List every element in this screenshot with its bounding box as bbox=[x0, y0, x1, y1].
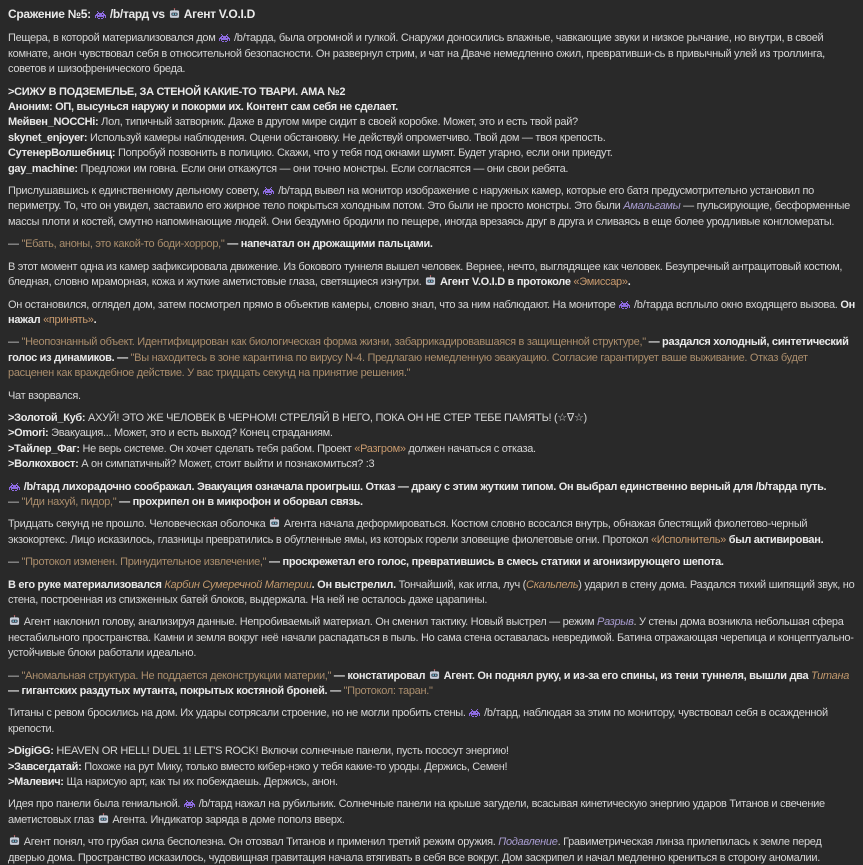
chat-line bbox=[8, 442, 855, 457]
text: Предложи им говна. Если они откажутся — они точно монстры. Если согласятся — они свои ребята. bbox=[77, 162, 569, 175]
chat-line bbox=[8, 426, 855, 441]
text: Идея про панели была гениальной. bbox=[8, 798, 183, 811]
robot-icon bbox=[425, 275, 436, 286]
text: Не верь системе. Он хочет сделать тебя рабом. Проект bbox=[79, 442, 355, 455]
bold-text: был активирован. bbox=[725, 533, 824, 546]
bold-text: — прохрипел он в микрофон и оборвал связь. bbox=[116, 495, 363, 508]
text: — bbox=[8, 495, 22, 508]
bold-text: gay_machine: bbox=[8, 162, 78, 175]
text: . Гравиметрическая линза прилепилась к земле перед дверью дома. Пространство исказилось, чудовищная гравитация начала втягивать в себя все вокруг. Дом заскрипел и начал медленно крениться в сторону аномалии. bbox=[8, 836, 822, 864]
bold-text: Агент V.O.I.D в протоколе bbox=[437, 276, 574, 289]
text: Агент наклонил голову, анализируя данные. Непробиваемый материал. Он сменил тактику. Новый выстрел — режим bbox=[21, 616, 598, 629]
text: /b/тард нажал на рубильник. Солнечные панели на крыше загудели, всасывая кинетическую энергию ударов Титанов и свечение аметистовых глаз bbox=[8, 798, 825, 826]
alien-icon bbox=[95, 11, 106, 19]
story-paragraph bbox=[8, 335, 855, 381]
text: — пульсирующие, бесформенные массы плоти и костей, смутно напоминающие людей. Они бездумно бродили по пещере, иногда врезаясь друг в друга и сливаясь в еще более уродливые конгломераты. bbox=[8, 200, 850, 228]
protocol-term: «принять» bbox=[43, 313, 94, 326]
entity-name: Амальгамы bbox=[623, 200, 681, 213]
text: ) ударил в стену дома. Раздался тихий шипящий звук, но стена, построенная из спизженных батей блоков, выдержала. На ней не осталось даже царапины. bbox=[8, 578, 855, 606]
text: HEAVEN OR HELL! DUEL 1! LET'S ROCK! Включи солнечные панели, пусть пососут энергию! bbox=[53, 745, 509, 758]
chat-block bbox=[8, 85, 855, 177]
bold-text: >СИЖУ В ПОДЗЕМЕЛЬЕ, ЗА СТЕНОЙ КАКИЕ-ТО ТВАРИ. АМА №2 bbox=[8, 85, 346, 98]
bold-text: Он нажал bbox=[8, 298, 855, 326]
bold-text: — гигантских раздутых мутанта, покрытых костяной броней. — bbox=[8, 685, 344, 698]
story-paragraph bbox=[8, 555, 855, 570]
story-paragraph bbox=[8, 835, 855, 865]
text: Лол, типичный затворник. Даже в другом мире сидит в своей коробке. Может, это и есть твой рай? bbox=[98, 116, 578, 129]
robot-icon bbox=[429, 669, 440, 680]
text: А он симпатичный? Может, стоит выйти и познакомиться? :3 bbox=[78, 458, 375, 471]
story-paragraph bbox=[8, 389, 855, 404]
dialogue-quote: "Ебать, аноны, это какой-то боди-хоррор," bbox=[21, 238, 225, 251]
alien-icon bbox=[184, 800, 195, 808]
text: /b/тард вывел на монитор изображение с наружных камер, которые его батя предусмотрительно установил по периметру. То, что он увидел, заставило его жирное тело покрыться холодным потом. Это были не просто монстры. Это были bbox=[8, 185, 814, 213]
artifact-name: Титана bbox=[811, 669, 850, 682]
text: Эвакуация... Может, это и есть выход? Конец страданиям. bbox=[48, 427, 333, 440]
robot-icon bbox=[98, 813, 109, 824]
bold-text: . bbox=[93, 313, 97, 326]
alien-icon bbox=[469, 709, 480, 717]
chat-line bbox=[8, 100, 855, 115]
bold-text: — раздался холодный, синтетический голос из динамиков. — bbox=[8, 336, 849, 364]
text: Используй камеры наблюдения. Оцени обстановку. Не действуй опрометчиво. Твой дом — твоя крепость. bbox=[87, 131, 606, 144]
artifact-name: Скальпель bbox=[526, 578, 579, 591]
bold-text: >Волкохвост: bbox=[8, 458, 79, 471]
story-paragraph bbox=[8, 260, 855, 291]
bold-text: >Тайлер_Фаг: bbox=[8, 442, 80, 455]
text: Похоже на рут Мику, только вместо кибер-нэко у тебя какие-то уроды. Держись, Семен! bbox=[81, 760, 508, 773]
chat-line bbox=[8, 411, 855, 426]
text: /b/тард, наблюдая за этим по монитору, чувствовал себя в осажденной крепости. bbox=[8, 707, 828, 735]
story-paragraph bbox=[8, 31, 855, 77]
text: Он остановился, оглядел дом, затем посмотрел прямо в объектив камеры, словно знал, что за ним наблюдают. На мониторе bbox=[8, 298, 619, 311]
bold-text: — констатировал bbox=[331, 669, 428, 682]
battle-title bbox=[8, 7, 855, 22]
text: Титаны с ревом бросились на дом. Их удары сотрясали строение, но не могли пробить стены. bbox=[8, 707, 469, 720]
bold-text: — напечатал он дрожащими пальцами. bbox=[224, 238, 433, 251]
protocol-term: «Исполнитель» bbox=[650, 533, 726, 546]
alien-icon bbox=[9, 483, 20, 491]
bold-text: >Малевич: bbox=[8, 776, 64, 789]
story-paragraph bbox=[8, 480, 855, 511]
entity-name: Разрыв bbox=[597, 616, 634, 629]
story-paragraph bbox=[8, 669, 855, 700]
chat-block bbox=[8, 411, 855, 473]
bold-text: /b/тард лихорадочно соображал. Эвакуация означала проигрыш. Отказ — драку с этим жутким типом. Он выбрал единственно верный для /b/тарда путь. bbox=[21, 480, 827, 493]
story-paragraph bbox=[8, 184, 855, 230]
chat-line bbox=[8, 131, 855, 146]
story-paragraph bbox=[8, 517, 855, 548]
dialogue-quote: "Протокол: таран." bbox=[343, 685, 433, 698]
alien-icon bbox=[219, 34, 230, 42]
text: Агента начала деформироваться. Костюм словно всосался внутрь, обнажая блестящий фиолетово-черный экзокортекс. Лицо исказилось, глазницы превратились в обугленные ямы, из которых горели зловещие фиолетовые огни. Протокол bbox=[8, 518, 808, 546]
text: — bbox=[8, 669, 22, 682]
chat-line bbox=[8, 146, 855, 161]
dialogue-quote: "Вы находитесь в зоне карантина по вирусу N-4. Предлагаю немедленную эвакуацию. Согласие гарантирует ваше выживание. Отказ будет расценен как враждебное действие. У вас тридцать секунд на принятие решения." bbox=[8, 351, 808, 380]
text: . У стены дома возникла небольшая сфера нестабильного пространства. Камни и земля вокруг неё начали распадаться в пыль. Но сама стена оставалась невредимой. Батина отражающая черепица и концептуально-устойчивые блоки работали идеально. bbox=[8, 616, 854, 660]
bold-text: >Золотой_Куб: bbox=[8, 411, 86, 424]
bold-text: Аноним: ОП, высунься наружу и покорми их. Контент сам себя не сделает. bbox=[8, 101, 398, 114]
chat-block bbox=[8, 744, 855, 790]
text: /b/тарда всплыло окно входящего вызова. bbox=[631, 298, 841, 311]
bold-text: СутенерВолшебниц: bbox=[8, 147, 116, 160]
text: должен начаться с отказа. bbox=[405, 442, 536, 455]
text: Тридцать секунд не прошло. Человеческая оболочка bbox=[8, 518, 269, 531]
bold-text: Агент V.O.I.D bbox=[180, 7, 255, 21]
bold-text: >Omori: bbox=[8, 427, 49, 440]
protocol-term: «Разгром» bbox=[354, 442, 406, 455]
bold-text: В его руке материализовался bbox=[8, 578, 165, 591]
robot-icon bbox=[9, 835, 20, 846]
story-paragraph bbox=[8, 578, 855, 609]
chat-line bbox=[8, 760, 855, 775]
text: — bbox=[8, 238, 22, 251]
story-paragraph bbox=[8, 298, 855, 329]
text: — bbox=[8, 556, 22, 569]
bold-text: >Завсегдатай: bbox=[8, 760, 82, 773]
bold-text: . Он выстрелил. bbox=[311, 578, 396, 591]
story-paragraph bbox=[8, 706, 855, 737]
protocol-term: «Эмиссар» bbox=[573, 276, 628, 289]
text: Пещера, в которой материализовался дом bbox=[8, 32, 219, 45]
dialogue-quote: "Неопознанный объект. Идентифицирован как биологическая форма жизни, забаррикадировавшаяся в защищенной структуре," bbox=[21, 336, 646, 349]
text: АХУЙ! ЭТО ЖЕ ЧЕЛОВЕК В ЧЕРНОМ! СТРЕЛЯЙ В НЕГО, ПОКА ОН НЕ СТЕР ТЕБЕ ПАМЯТЬ! (☆∇☆) bbox=[85, 411, 587, 424]
chat-line bbox=[8, 115, 855, 130]
alien-icon bbox=[263, 187, 274, 195]
text: Ща нарисую арт, как ты их побеждаешь. Держись, анон. bbox=[63, 776, 338, 789]
chat-line bbox=[8, 162, 855, 177]
text: Агент понял, что грубая сила бесполезна. Он отозвал Титанов и применил третий режим оружия. bbox=[21, 836, 499, 849]
story-paragraph bbox=[8, 237, 855, 252]
dialogue-quote: "Аномальная структура. Не поддается деконструкции материи," bbox=[21, 669, 332, 682]
text: Тончайший, как игла, луч ( bbox=[395, 578, 527, 591]
dialogue-quote: "Иди нахуй, пидор," bbox=[21, 495, 117, 508]
chat-line bbox=[8, 85, 855, 100]
dialogue-quote: "Протокол изменен. Принудительное извлечение," bbox=[21, 556, 267, 569]
bold-text: Агент. Он поднял руку, и из-за его спины, из тени туннеля, вышли два bbox=[440, 669, 812, 682]
text: Чат взорвался. bbox=[8, 389, 81, 402]
entity-name: Подавление bbox=[498, 836, 558, 849]
text: /b/тарда, была огромной и гулкой. Снаружи доносились влажные, чавкающие звуки и низкое рычание, но внутри, в своей комнате, анон чувствовал себя в относительной безопасности. Он развернул стрим, и чат на Дваче немедленно ожил, превративши-сь в привычный улей из троллинга, советов и шизофренического бреда. bbox=[8, 32, 825, 76]
story-paragraph bbox=[8, 797, 855, 828]
artifact-name: Карбин Сумеречной Материи bbox=[164, 578, 312, 591]
bold-text: — проскрежетал его голос, превратившись в смесь статики и агонизирующего шепота. bbox=[266, 556, 724, 569]
robot-icon bbox=[169, 8, 180, 19]
chat-line bbox=[8, 775, 855, 790]
chat-line bbox=[8, 744, 855, 759]
robot-icon bbox=[269, 517, 280, 528]
bold-text: Мейвен_NOCCHi: bbox=[8, 116, 99, 129]
text: Агента. Индикатор заряда в доме пополз вверх. bbox=[109, 813, 345, 826]
text: В этот момент одна из камер зафиксировала движение. Из бокового туннеля вышел человек. Вернее, нечто, выглядящее как человек. Безупречный антрацитовый костюм, бледная, словно мраморная, кожа и жуткие аметистовые глаза, светящиеся изнутри. bbox=[8, 260, 843, 289]
bold-text: skynet_enjoyer: bbox=[8, 131, 88, 144]
alien-icon bbox=[619, 301, 630, 309]
bold-text: >DigiGG: bbox=[8, 745, 54, 758]
robot-icon bbox=[9, 615, 20, 626]
text: — bbox=[8, 336, 22, 349]
text: Прислушавшись к единственному дельному совету, bbox=[8, 185, 263, 198]
text: Попробуй позвонить в полицию. Скажи, что у тебя под окнами шумят. Будет угарно, если они приедут. bbox=[115, 147, 613, 160]
story-paragraph bbox=[8, 615, 855, 661]
bold-text: /b/тард vs bbox=[106, 7, 168, 21]
bold-text: Сражение №5: bbox=[8, 7, 94, 21]
chat-line bbox=[8, 457, 855, 472]
bold-text: . bbox=[627, 276, 631, 289]
